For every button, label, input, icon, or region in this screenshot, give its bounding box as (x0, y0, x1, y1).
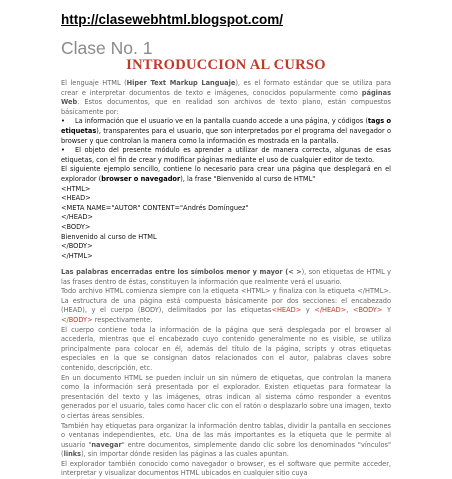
body-paragraph: Todo archivo HTML comienza siempre con la etiqueta <HTML> y finaliza con la etiqueta </HTML>. La estructura de una página está compuesta básicamente por dos secciones: el encabezado (HEAD), y el cuerpo (BODY), delimitados por las etiquetas<HEAD> y </HEAD>, <BODY> Y </BODY> respectivamente. (61, 287, 391, 324)
blog-url-link[interactable]: http://clasewebhtml.blogspot.com/ (61, 12, 284, 27)
code-line: <HEAD> (61, 194, 91, 203)
code-block (61, 185, 391, 262)
intro-paragraph: El lenguaje HTML (Hiper Text Markup Languaje), es el formato estándar que se utiliza para crear e interpretar documentos de texto e imágenes, conocidos popularmente como páginas Web. Estos documentos, que en realidad son archivos de texto plano, están compuestos básicamente por: (61, 79, 391, 116)
intro-section (61, 79, 391, 261)
code-line: <META NAME="AUTOR" CONTENT="Andrés Domínguez" (61, 203, 249, 212)
bullet-item: • El objeto del presente módulo es aprender a utilizar de manera correcta, algunas de esas etiquetas, con el fin de crear y modificar páginas mediante el uso de cualquier editor de texto. (61, 146, 391, 164)
page-title: INTRODUCCION AL CURSO (126, 57, 326, 73)
example-paragraph: El siguiente ejemplo sencillo, contiene lo necesario para crear una página que desplegará en el explorador (browser o navegador), la frase "Bienvenido al curso de HTML" (61, 165, 391, 183)
body-paragraph: También hay etiquetas para organizar la información dentro tablas, dividir la pantalla en secciones o ventanas independientes, etc. Una de las más importantes es la etiqueta que le permite al usuario "navegar" entre documentos, simplemente dando clic sobre los denominados "vínculos" (links), sin importar dónde residen las páginas a las cuales apuntan. (61, 421, 392, 459)
body-paragraph: En un documento HTML se pueden incluir un sin número de etiquetas, que controlan la manera como la información será presentada por el explorador. Existen etiquetas para formatear la presentación del texto y las imágenes, otras indican al sistema cómo responder a eventos generados por el usuario, tales como hacer clic con el ratón o desplazarlo sobre una imagen, texto o ciertas áreas sensibles. (61, 373, 391, 420)
bullet-icon: • (61, 117, 65, 126)
body-paragraph: Las palabras encerradas entre los símbolos menor y mayor (< >), son etiquetas de HTML y las frases dentro de éstas, constituyen la información que realmente verá el usuario. (61, 268, 391, 286)
lesson-number: Clase No. 1 (61, 38, 153, 58)
bullet-icon: • (61, 146, 65, 155)
code-line: </BODY> (61, 242, 93, 251)
body-section (61, 268, 391, 479)
code-line: <HTML> (61, 184, 91, 193)
code-line: </HEAD> (61, 213, 93, 222)
code-line: </HTML> (61, 251, 93, 260)
code-line: <BODY> (61, 222, 91, 231)
body-paragraph: El cuerpo contiene toda la información de la página que será desplegada por el browser al accederla, mientras que el encabezado cuyo contenido generalmente no es visible, se utiliza principalmente para colocar en él, además del título de la página, scripts y otras etiquetas especiales en la que se consignan datos relacionados con el autor, palabras claves sobre contenido, descripción, etc. (61, 325, 391, 372)
code-line: Bienvenido al curso de HTML (61, 232, 157, 241)
bullet-item: • La información que el usuario ve en la pantalla cuando accede a una página, y códigos (tags o etiquetas), transparentes para el usuario, que son interpretados por el programa del navegador o browser y que controlan la manera como la información es mostrada en la pantalla. (61, 117, 391, 145)
body-paragraph: El explorador también conocido como navegador o browser, es el software que permite acceder, interpretar y visualizar documentos HTML ubicados en cualquier sitio cuya (61, 459, 391, 478)
